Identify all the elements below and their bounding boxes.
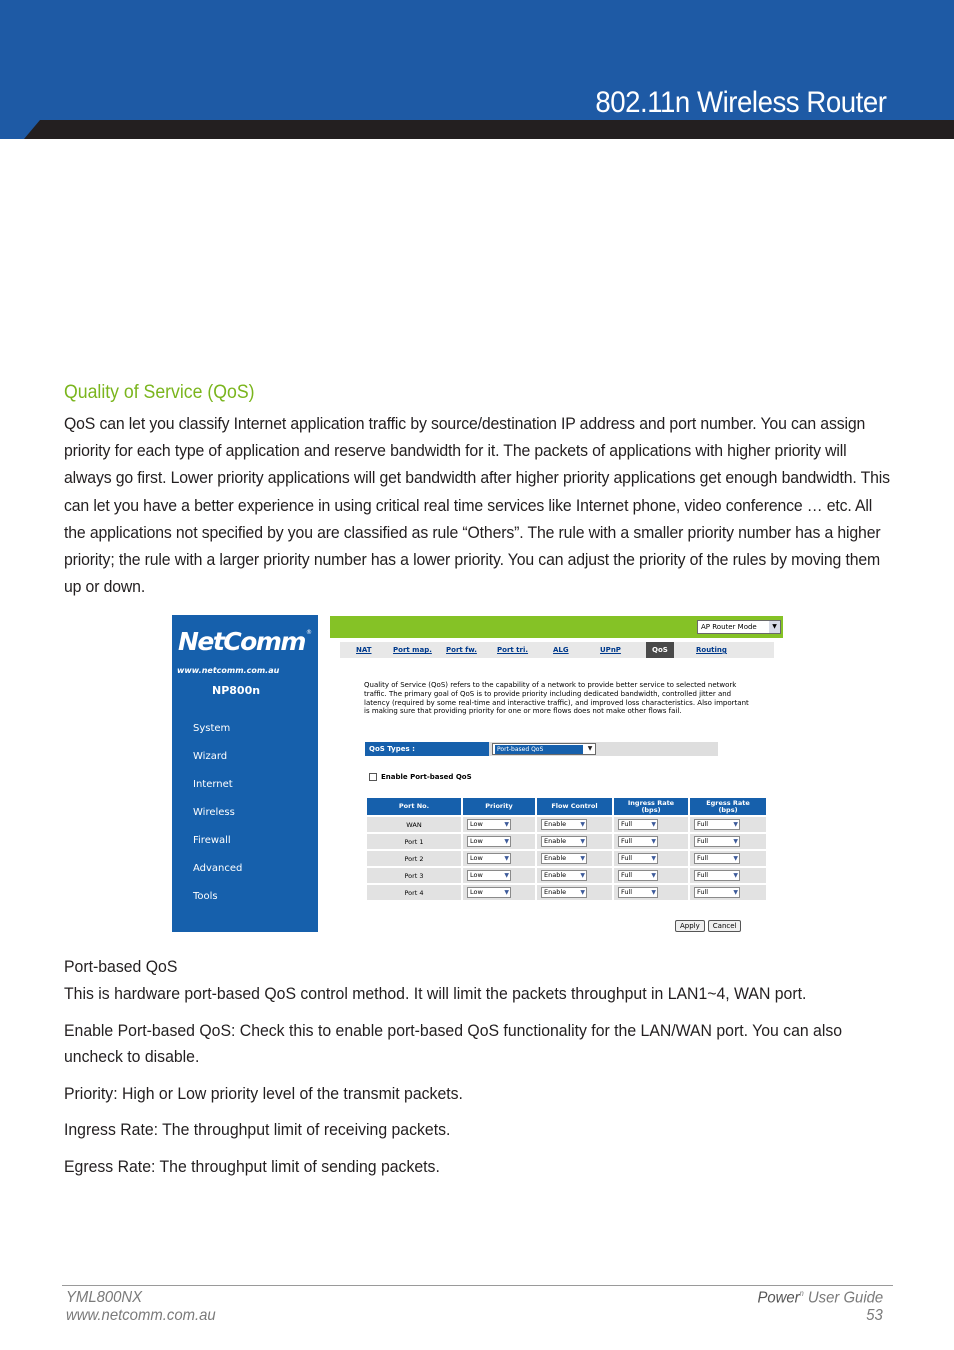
qos-description: Quality of Service (QoS) refers to the capability of a network to provide better service to selected network traffic. The primary goal of QoS is to provide priority including dedicated bandwidth, controlled jitter and latency (required by some real-time and interactive traffic), and improved loss characteristics. Also important is making sure that providing priority for one or more flows does not make other flows fail. [364, 681, 749, 716]
footer-brand-sup: n [799, 1289, 804, 1298]
tab-routing[interactable]: Routing [696, 646, 727, 654]
nav-item-tools[interactable]: Tools [193, 891, 218, 902]
port-based-qos-section [64, 957, 894, 1190]
col-port-no: Port No. [367, 798, 461, 815]
term: Enable Port-based QoS [64, 1020, 231, 1040]
col-priority: Priority [463, 798, 535, 815]
egress-cell [690, 817, 766, 832]
tab-nat[interactable]: NAT [356, 646, 372, 654]
footer-url: www.netcomm.com.au [66, 1307, 216, 1324]
tab-port-fw[interactable]: Port fw. [446, 646, 477, 654]
egress-select[interactable] [694, 853, 740, 864]
footer-brand: Power [757, 1289, 800, 1307]
definition-egress-rate [64, 1154, 894, 1181]
router-screenshot [172, 615, 783, 932]
term: Egress Rate [64, 1156, 151, 1176]
flow-cell [537, 851, 612, 866]
nav-item-internet[interactable]: Internet [193, 779, 233, 790]
nav-item-advanced[interactable]: Advanced [193, 863, 243, 874]
egress-cell [690, 851, 766, 866]
flow-cell [537, 868, 612, 883]
ingress-value: Full [621, 854, 633, 862]
priority-cell [463, 834, 535, 849]
apply-button[interactable]: Apply [675, 920, 705, 932]
nav-item-firewall[interactable]: Firewall [193, 835, 231, 846]
qos-types-select[interactable] [492, 743, 596, 755]
flow-cell [537, 885, 612, 900]
footer-guide-label: User Guide [807, 1289, 883, 1307]
priority-cell [463, 868, 535, 883]
col-egress-rate: Egress Rate (bps) [690, 798, 766, 815]
priority-select[interactable] [467, 870, 511, 881]
chevron-down-icon: ▼ [580, 838, 585, 845]
registered-mark: ® [306, 629, 312, 636]
term-desc: : The throughput limit of receiving packets. [153, 1120, 451, 1139]
table-row [367, 851, 766, 866]
chevron-down-icon: ▼ [504, 855, 509, 862]
chevron-down-icon: ▼ [651, 872, 656, 879]
ingress-cell [614, 817, 688, 832]
table-row [367, 868, 766, 883]
router-sidebar [172, 615, 318, 932]
egress-select[interactable] [694, 870, 740, 881]
ingress-select[interactable] [618, 853, 658, 864]
chevron-down-icon: ▼ [580, 855, 585, 862]
priority-select[interactable] [467, 853, 511, 864]
enable-port-qos-label: Enable Port-based QoS [381, 773, 472, 781]
flow-select[interactable] [541, 853, 587, 864]
chevron-down-icon: ▼ [504, 889, 509, 896]
priority-cell [463, 817, 535, 832]
router-tabs [340, 642, 774, 658]
chevron-down-icon: ▼ [504, 872, 509, 879]
priority-value: Low [470, 871, 483, 879]
priority-select[interactable] [467, 836, 511, 847]
enable-port-qos-row [369, 773, 472, 781]
egress-value: Full [697, 854, 709, 862]
qos-types-value: Port-based QoS [495, 745, 583, 754]
tab-port-tri[interactable]: Port tri. [497, 646, 529, 654]
section-body: QoS can let you classify Internet application traffic by source/destination IP address and port number. You can assign priority for each type of application and reserve bandwidth for it. The packets of applications with higher priority will always go first. Lower priority applications will get bandwidth after higher priority applications get enough bandwidth. This can let you have a better experience in using critical real time services like Internet phone, video conference … etc. All the applications not specified by you are classified as rule “Others”. The rule with a smaller priority number has a higher priority; the rule with a larger priority number has a lower priority. You can adjust the priority of the rules by moving them up or down. [64, 414, 890, 597]
port-name: Port 1 [367, 834, 461, 849]
cancel-button[interactable]: Cancel [708, 920, 742, 932]
chevron-down-icon: ▼ [651, 821, 656, 828]
port-name: Port 4 [367, 885, 461, 900]
priority-select[interactable] [467, 887, 511, 898]
qos-section [64, 382, 894, 600]
header-title: 802.11n Wireless Router [594, 86, 886, 119]
chevron-down-icon: ▼ [504, 838, 509, 845]
ingress-value: Full [621, 820, 633, 828]
flow-value: Enable [544, 854, 567, 862]
ingress-cell [614, 834, 688, 849]
ingress-cell [614, 868, 688, 883]
chevron-down-icon: ▼ [504, 821, 509, 828]
ingress-select[interactable] [618, 819, 658, 830]
ingress-select[interactable] [618, 870, 658, 881]
chevron-down-icon: ▼ [733, 838, 738, 845]
egress-cell [690, 885, 766, 900]
port-name: Port 2 [367, 851, 461, 866]
port-based-title: Port-based QoS [64, 957, 178, 976]
priority-value: Low [470, 820, 483, 828]
netcomm-logo: NetComm [178, 627, 305, 656]
egress-cell [690, 868, 766, 883]
logo-url: www.netcomm.com.au [177, 666, 280, 675]
flow-value: Enable [544, 888, 567, 896]
term: Priority [64, 1083, 114, 1103]
chevron-down-icon: ▼ [733, 889, 738, 896]
egress-select[interactable] [694, 887, 740, 898]
priority-value: Low [470, 854, 483, 862]
mode-select-value: AP Router Mode [701, 623, 757, 631]
tab-alg[interactable]: ALG [553, 646, 569, 654]
table-row [367, 885, 766, 900]
chevron-down-icon: ▼ [651, 889, 656, 896]
ingress-select[interactable] [618, 836, 658, 847]
chevron-down-icon: ▼ [769, 621, 780, 633]
definition-ingress-rate [64, 1117, 894, 1144]
ingress-value: Full [621, 871, 633, 879]
priority-select[interactable] [467, 819, 511, 830]
term-desc: : The throughput limit of sending packets. [150, 1156, 440, 1176]
egress-select[interactable] [694, 819, 740, 830]
term: Ingress Rate [64, 1120, 154, 1139]
flow-select[interactable] [541, 836, 587, 847]
priority-cell [463, 885, 535, 900]
definition-priority [64, 1081, 894, 1108]
ingress-value: Full [621, 888, 633, 896]
header-divider-band [0, 120, 954, 139]
egress-select[interactable] [694, 836, 740, 847]
flow-select[interactable] [541, 819, 587, 830]
qos-types-label: QoS Types : [365, 742, 489, 756]
router-model: NP800n [212, 684, 261, 697]
chevron-down-icon: ▼ [733, 855, 738, 862]
term-desc: : High or Low priority level of the transmit packets. [113, 1083, 463, 1103]
flow-value: Enable [544, 837, 567, 845]
priority-value: Low [470, 837, 483, 845]
tab-port-map[interactable]: Port map. [393, 646, 432, 654]
flow-value: Enable [544, 820, 567, 828]
port-name: WAN [367, 817, 461, 832]
section-title: Quality of Service (QoS) [64, 382, 255, 403]
ingress-select[interactable] [618, 887, 658, 898]
chevron-down-icon: ▼ [580, 889, 585, 896]
port-based-intro: This is hardware port-based QoS control method. It will limit the packets throughput in LAN1~4, WAN port. [64, 984, 807, 1003]
mode-select[interactable] [697, 620, 781, 634]
page-number: 53 [866, 1307, 883, 1324]
chevron-down-icon: ▼ [733, 821, 738, 828]
router-topbar [330, 616, 783, 638]
chevron-down-icon: ▼ [580, 872, 585, 879]
qos-types-row [365, 742, 718, 756]
nav-item-wireless[interactable]: Wireless [193, 807, 235, 818]
egress-value: Full [697, 871, 709, 879]
chevron-down-icon: ▼ [651, 855, 656, 862]
chevron-down-icon: ▼ [580, 821, 585, 828]
port-name: Port 3 [367, 868, 461, 883]
enable-port-qos-checkbox[interactable] [369, 773, 377, 781]
form-buttons [675, 913, 744, 932]
header-band-tab [0, 120, 40, 139]
chevron-down-icon: ▼ [651, 838, 656, 845]
term-desc: : Check this to enable port-based QoS functionality for the LAN/WAN port. You can also uncheck to disable. [64, 1020, 843, 1066]
priority-cell [463, 851, 535, 866]
tab-upnp[interactable]: UPnP [600, 646, 621, 654]
table-row [367, 834, 766, 849]
egress-value: Full [697, 837, 709, 845]
flow-select[interactable] [541, 870, 587, 881]
footer-model: YML800NX [66, 1289, 143, 1306]
footer-guide [757, 1289, 883, 1307]
table-row [367, 817, 766, 832]
egress-value: Full [697, 820, 709, 828]
nav-item-system[interactable]: System [193, 723, 231, 734]
ingress-cell [614, 851, 688, 866]
port-qos-table [365, 796, 768, 902]
ingress-value: Full [621, 837, 633, 845]
chevron-down-icon: ▼ [733, 872, 738, 879]
footer-divider [62, 1285, 893, 1286]
tab-qos[interactable]: QoS [646, 642, 674, 658]
definition-enable-port-qos [64, 1018, 894, 1071]
egress-cell [690, 834, 766, 849]
ingress-cell [614, 885, 688, 900]
egress-value: Full [697, 888, 709, 896]
nav-item-wizard[interactable]: Wizard [193, 751, 228, 762]
col-ingress-rate: Ingress Rate (bps) [614, 798, 688, 815]
col-flow-control: Flow Control [537, 798, 612, 815]
priority-value: Low [470, 888, 483, 896]
flow-cell [537, 834, 612, 849]
flow-select[interactable] [541, 887, 587, 898]
chevron-down-icon: ▼ [587, 745, 593, 752]
flow-cell [537, 817, 612, 832]
flow-value: Enable [544, 871, 567, 879]
